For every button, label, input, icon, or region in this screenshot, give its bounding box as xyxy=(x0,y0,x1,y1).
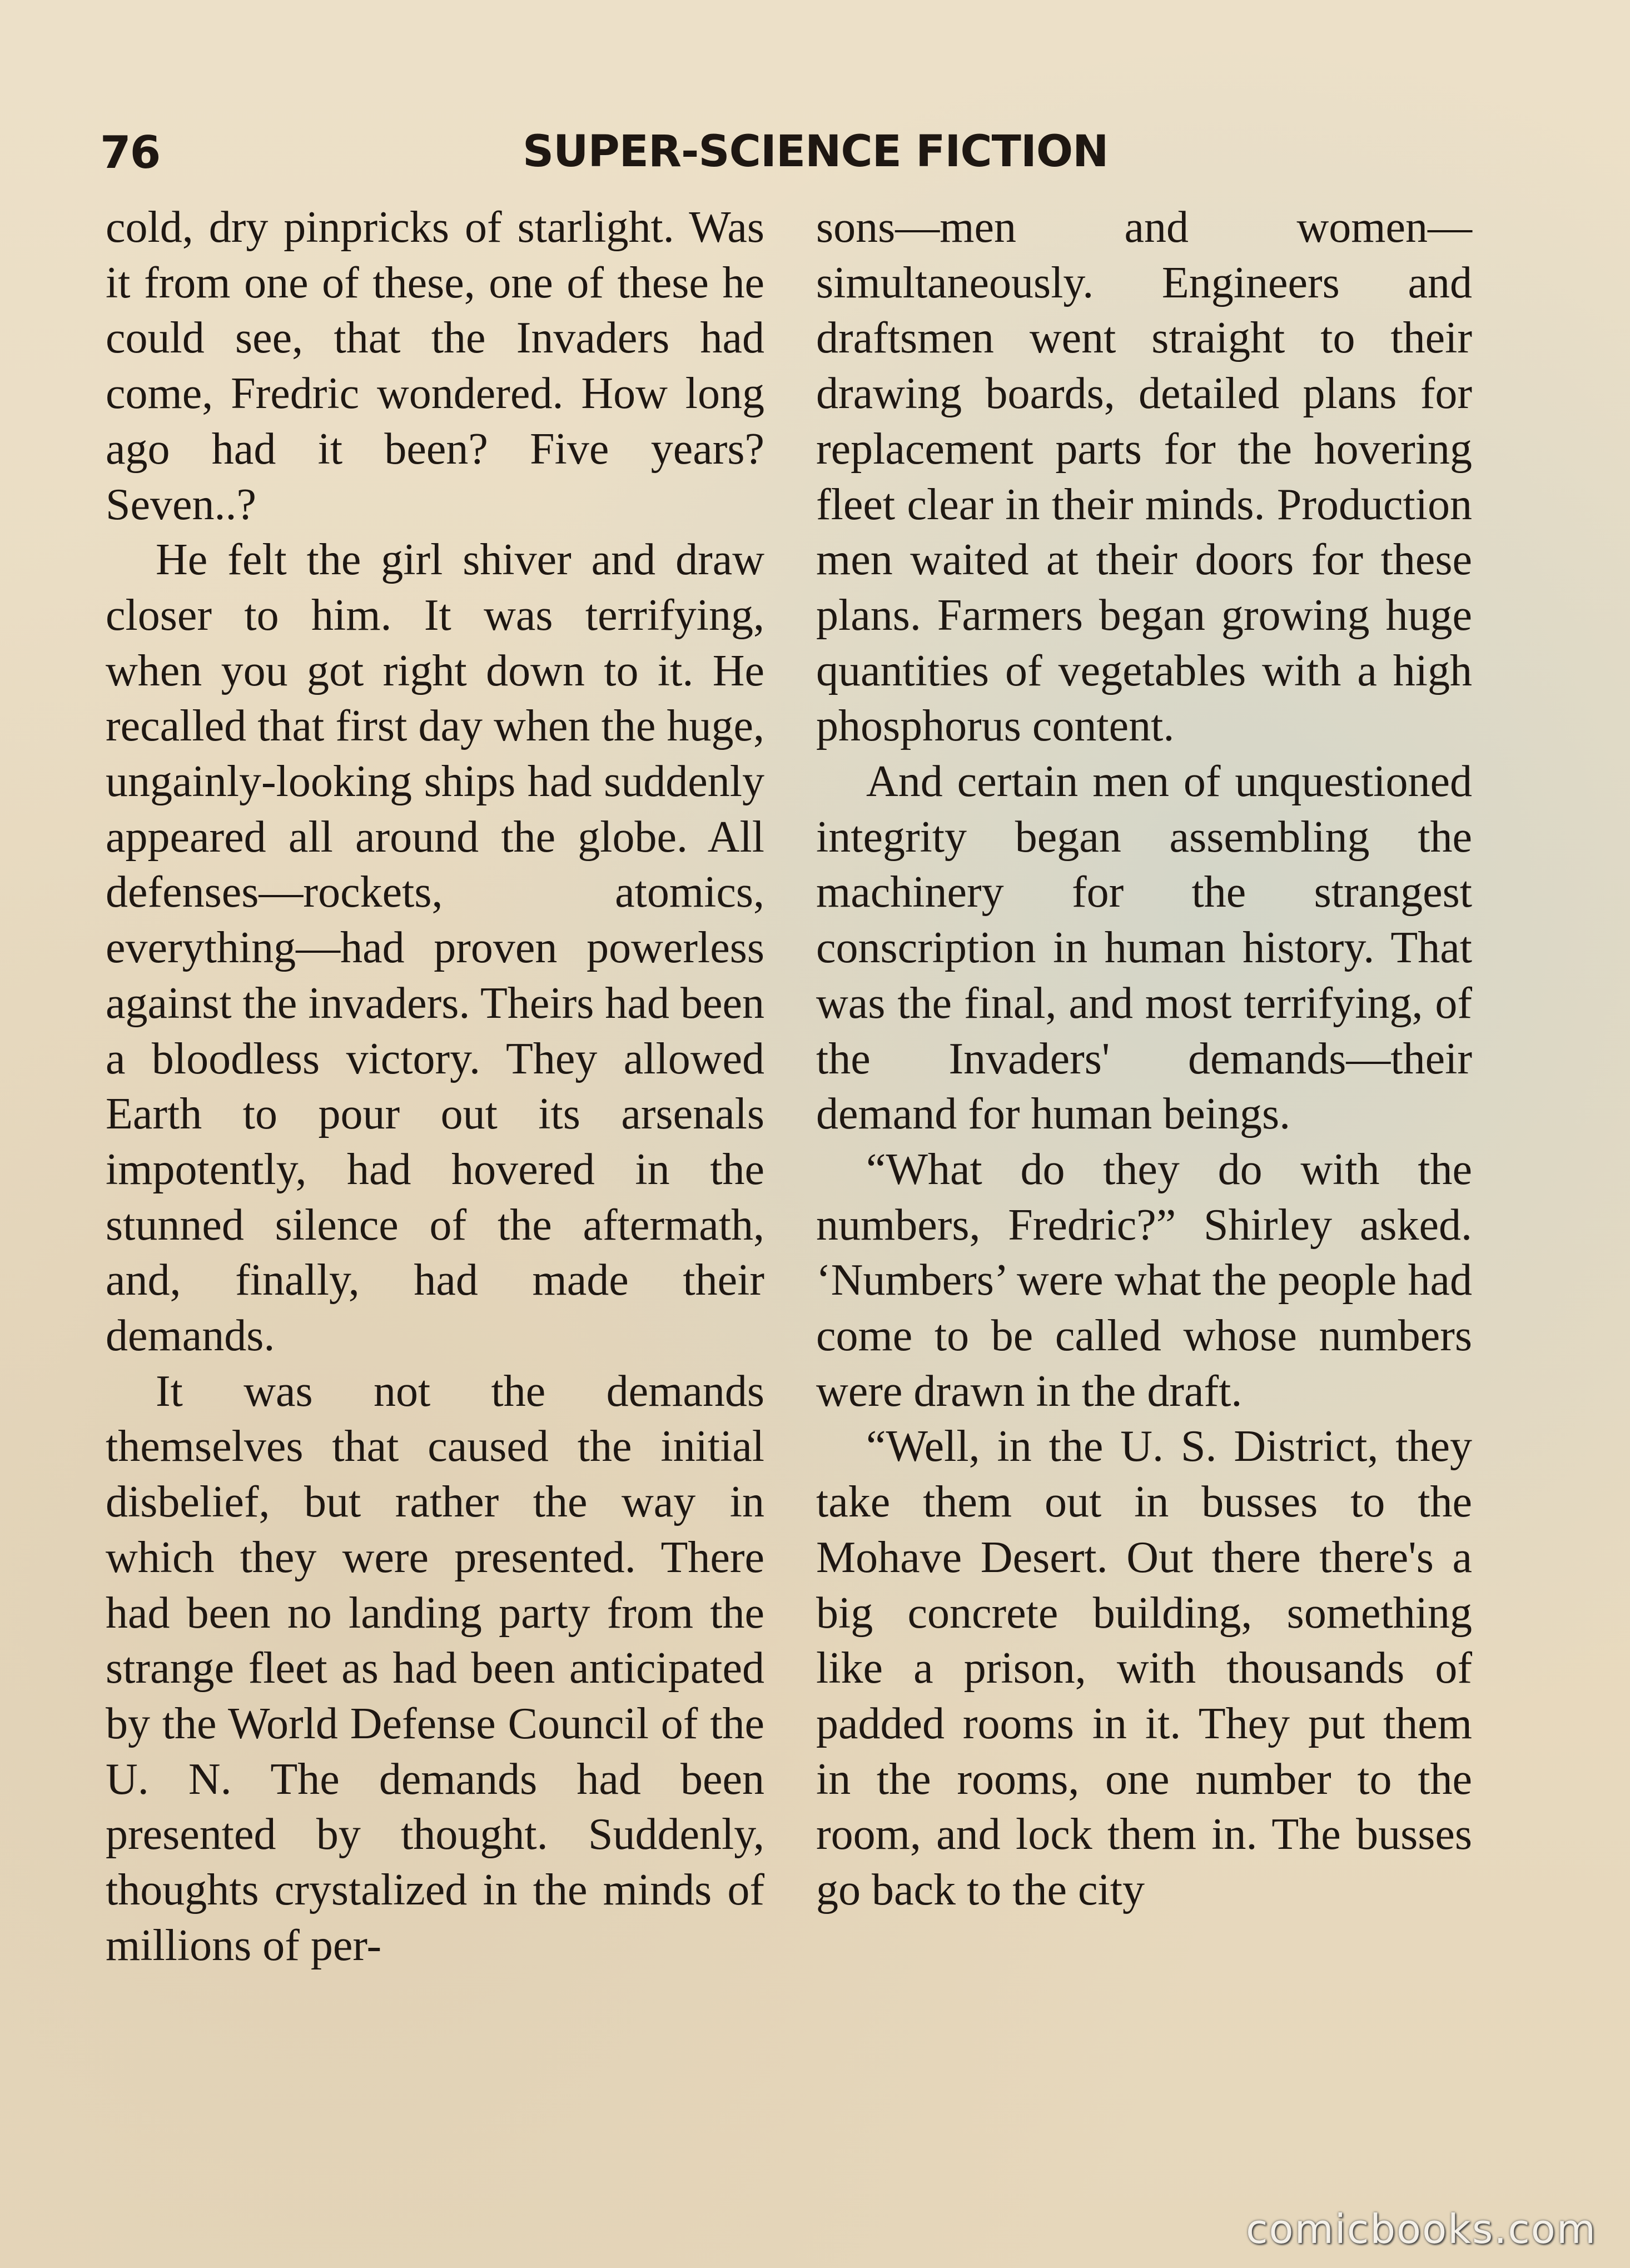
paragraph: cold, dry pinpricks of starlight. Was it from one of these, one of these he could see, that the Invaders had come, Fredric wondered. How long ago had it been? Five years? Seven..? xyxy=(106,203,764,529)
paragraph: “What do they do with the numbers, Fredric?” Shirley asked. ‘Numbers’ were what the people had come to be called whose numbers were drawn in the draft. xyxy=(816,1145,1472,1416)
paragraph: He felt the girl shiver and draw closer to him. It was terrifying, when you got right down to it. He recalled that first day when the huge, ungainly-looking ships had suddenly appeared all around the globe. All defenses—rockets, atomics, everything—had proven powerless against the invaders. Theirs had been a bloodless victory. They allowed Earth to pour out its arsenals impotently, had hovered in the stunned silence of the aftermath, and, finally, had made their demands. xyxy=(106,535,764,1361)
paragraph: And certain men of unquestioned integrity began assembling the machinery for the strangest conscription in human history. That was the final, and most terrifying, of the Invaders' demands—their demand for human beings. xyxy=(816,757,1472,1139)
left-column xyxy=(106,200,764,1974)
paragraph: “Well, in the U. S. District, they take them out in busses to the Mohave Desert. Out there there's a big concrete building, something like a prison, with thousands of padded rooms in it. They put them in the rooms, one number to the room, and lock them in. The busses go back to the city xyxy=(816,1422,1472,1915)
watermark: comicbooks.com xyxy=(1245,2206,1597,2252)
paragraph: sons—men and women—simultaneously. Engineers and draftsmen went straight to their drawing boards, detailed plans for replacement parts for the hovering fleet clear in their minds. Production men waited at their doors for these plans. Farmers began growing huge quantities of vegetables with a high phosphorus content. xyxy=(816,203,1472,751)
running-head: SUPER-SCIENCE FICTION xyxy=(523,127,1109,177)
paragraph: It was not the demands themselves that caused the initial disbelief, but rather the way in which they were presented. There had been no landing party from the strange fleet as had been anticipated by the World Defense Council of the U. N. The demands had been presented by thought. Suddenly, thoughts crystalized in the minds of millions of per- xyxy=(106,1366,764,1970)
page-number: 76 xyxy=(100,127,160,178)
right-column xyxy=(816,200,1472,1918)
